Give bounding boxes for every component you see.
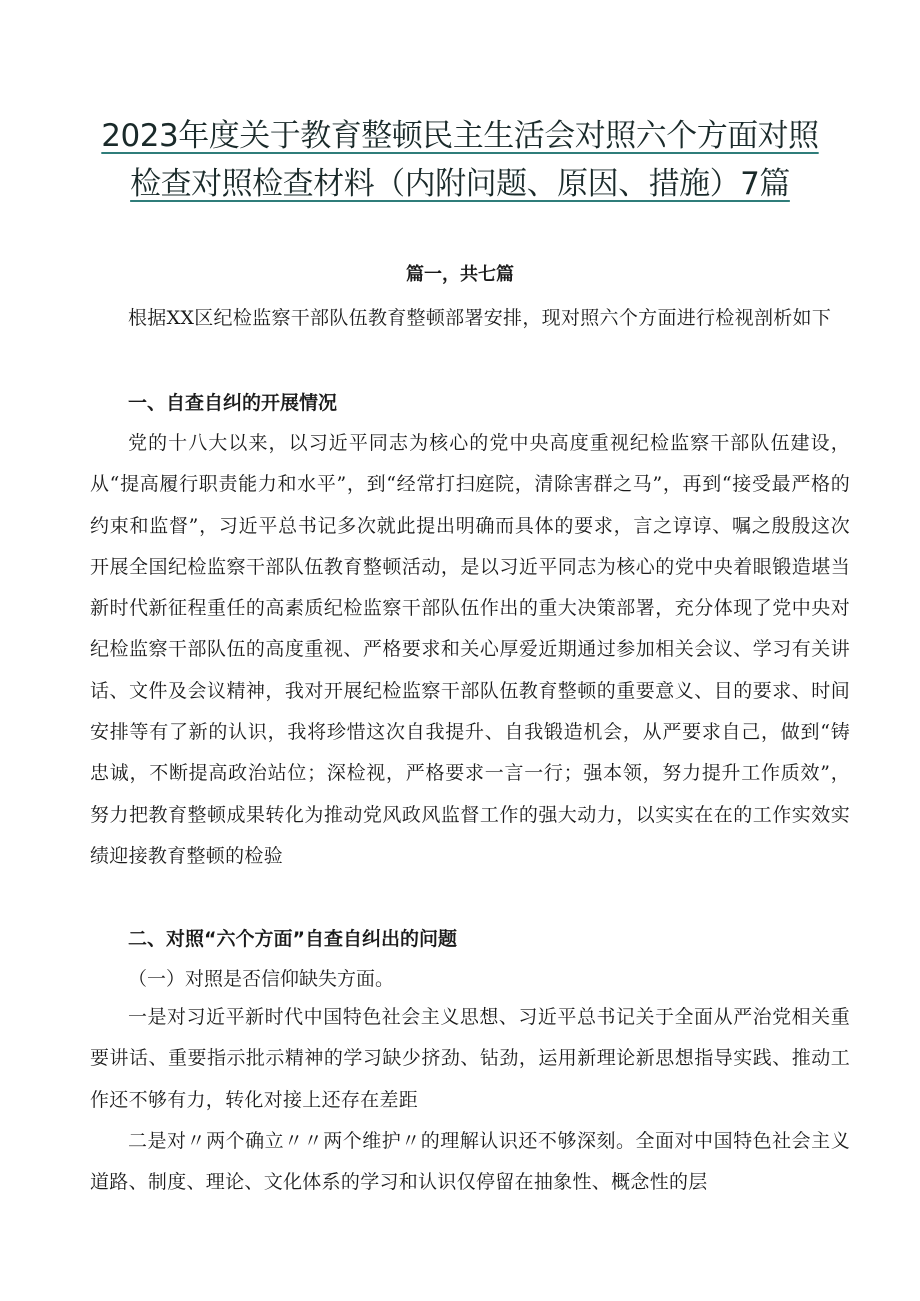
section-2-subitem-1: （一）对照是否信仰缺失方面。 [128, 968, 395, 990]
article-subtitle: 篇一，共七篇 [406, 264, 514, 285]
document-title-line-2: 检查对照检查材料（内附问题、原因、措施）7篇 [130, 166, 790, 202]
section-2-paragraph-2: 二是对〃两个确立〃〃两个维护〃的理解认识还不够深刻。全面对中国特色社会主义道路、制度、理论、文化体系的学习和认识仅停留在抽象性、概念性的层 [90, 1130, 850, 1194]
document-title-line-1: 2023年度关于教育整顿民主生活会对照六个方面对照 [101, 118, 819, 154]
section-2-heading: 二、对照“六个方面”自查自纠出的问题 [128, 928, 457, 950]
section-2-paragraph-1: 一是对习近平新时代中国特色社会主义思想、习近平总书记关于全面从严治党相关重要讲话、重要指示批示精神的学习缺少挤劲、钻劲，运用新理论新思想指导实践、推动工作还不够有力，转化对接上还存在差距 [90, 1006, 850, 1111]
intro-paragraph: 根据XX区纪检监察干部队伍教育整顿部署安排，现对照六个方面进行检视剖析如下 [128, 307, 832, 329]
section-1-paragraph: 党的十八大以来，以习近平同志为核心的党中央高度重视纪检监察干部队伍建设，从“提高履行职责能力和水平”，到“经常打扫庭院，清除害群之马”，再到“接受最严格的约束和监督”，习近平总书记多次就此提出明确而具体的要求，言之谆谆、嘱之殷殷这次开展全国纪检监察干部队伍教育整顿活动，是以习近平同志为核心的党中央着眼锻造堪当新时代新征程重任的高素质纪检监察干部队伍作出的重大决策部署，充分体现了党中央对纪检监察干部队伍的高度重视、严格要求和关心厚爱近期通过参加相关会议、学习有关讲话、文件及会议精神，我对开展纪检监察干部队伍教育整顿的重要意义、目的要求、时间安排等有了新的认识，我将珍惜这次自我提升、自我锻造机会，从严要求自己，做到“铸忠诚，不断提高政治站位；深检视，严格要求一言一行；强本领，努力提升工作质效”，努力把教育整顿成果转化为推动党风政风监督工作的强大动力，以实实在在的工作实效实绩迎接教育整顿的检验 [90, 432, 850, 867]
document-title [90, 112, 830, 208]
section-1-heading: 一、自查自纠的开展情况 [128, 392, 338, 414]
